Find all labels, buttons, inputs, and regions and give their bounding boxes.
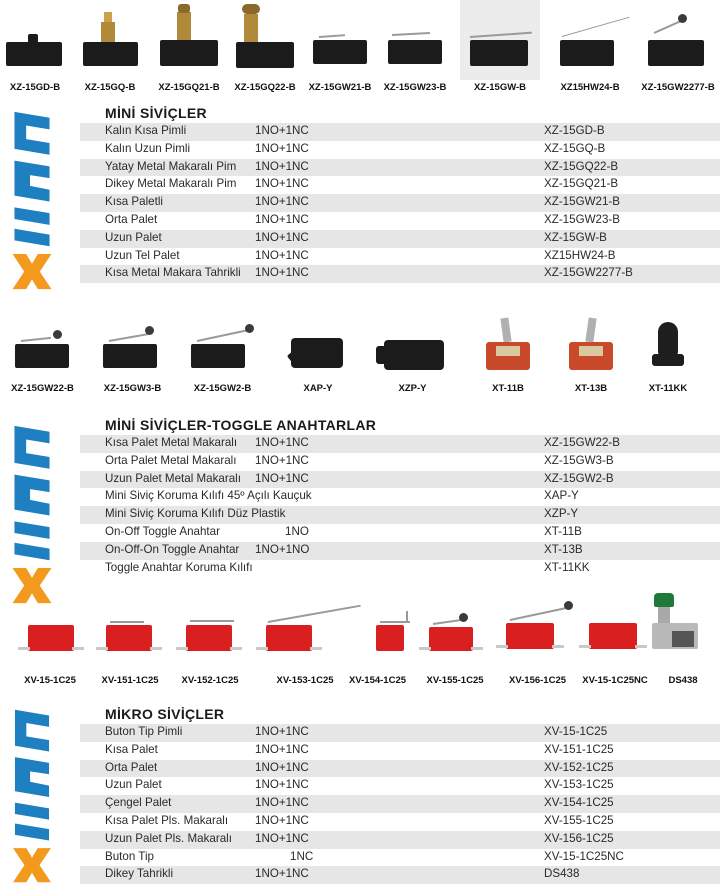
product-name: Uzun Tel Palet xyxy=(105,248,180,262)
contact-type: 1NO+1NC xyxy=(255,124,309,137)
product-code: XV-15-1C25 xyxy=(544,725,608,738)
product-xz-15gw2277-b xyxy=(638,0,718,100)
product-label: XZ-15GW21-B xyxy=(308,82,372,93)
product-label: XAP-Y xyxy=(303,383,333,394)
table-row xyxy=(80,123,720,141)
product-xt-11kk xyxy=(638,300,698,400)
product-code: XZ-15GW2277-B xyxy=(544,266,633,280)
section-title: MİKRO SİVİÇLER xyxy=(105,706,225,722)
product-name: Yatay Metal Makaralı Pim xyxy=(105,159,237,173)
contact-type: 1NO+1NC xyxy=(255,760,309,774)
product-xz-15gw21-b xyxy=(305,0,375,100)
contact-type: 1NO+1NC xyxy=(255,831,309,845)
table-row xyxy=(80,212,720,230)
product-code: XZ-15GW-B xyxy=(544,230,607,244)
product-code: XZ-15GQ21-B xyxy=(544,177,619,191)
product-xv-151-1c25 xyxy=(90,585,170,690)
product-code: XZ-15GD-B xyxy=(544,124,605,137)
contact-type: 1NO+1NC xyxy=(255,867,309,881)
table-row xyxy=(80,849,720,867)
contact-type: 1NO+1NC xyxy=(255,725,309,738)
contact-type: 1NO+1NC xyxy=(255,195,309,209)
contact-type: 1NO+1NC xyxy=(255,141,309,155)
product-xz-15gd-b xyxy=(0,0,70,100)
product-xv-15-1c25nc xyxy=(575,585,655,690)
product-name: Orta Palet xyxy=(105,760,158,774)
contact-type: 1NO+1NC xyxy=(255,813,309,827)
product-code: XV-156-1C25 xyxy=(544,831,614,845)
product-xt-11b xyxy=(478,300,538,400)
table-row xyxy=(80,524,720,542)
table-row xyxy=(80,866,720,884)
product-label: XV-15-1C25NC xyxy=(582,675,648,686)
product-code: XV-154-1C25 xyxy=(544,796,614,810)
table-row xyxy=(80,453,720,471)
product-label: XV-154-1C25 xyxy=(348,675,407,686)
table-row xyxy=(80,760,720,778)
product-label: XV-152-1C25 xyxy=(181,675,239,686)
product-code: XT-11KK xyxy=(544,560,590,574)
table-row xyxy=(80,795,720,813)
contact-type: 1NO xyxy=(285,524,309,538)
product-code: XZ-15GW2-B xyxy=(544,471,614,485)
product-code: XV-155-1C25 xyxy=(544,813,614,827)
product-label: XZP-Y xyxy=(398,383,427,394)
table-row xyxy=(80,194,720,212)
product-label: XT-11B xyxy=(492,383,524,394)
section-title: MİNİ SİVİÇLER xyxy=(105,105,207,121)
product-label: XZ-15GW23-B xyxy=(383,82,447,93)
product-xv-156-1c25 xyxy=(490,585,585,690)
section-mini-switches-toggle xyxy=(0,410,725,610)
product-xz-15gw22-b xyxy=(5,300,80,400)
product-name: Dikey Tahrikli xyxy=(105,867,174,881)
table-row xyxy=(80,141,720,159)
mid-product-strip xyxy=(0,300,725,400)
table-row xyxy=(80,265,720,283)
contact-type: 1NO+1NC xyxy=(255,159,309,173)
contact-type: 1NO+1NO xyxy=(255,542,310,556)
product-code: XV-152-1C25 xyxy=(544,760,614,774)
contact-type: 1NO+1NC xyxy=(255,796,309,810)
product-label: XZ-15GQ22-B xyxy=(234,82,296,93)
product-code: XT-13B xyxy=(544,542,583,556)
product-name: Çengel Palet xyxy=(105,796,172,810)
product-label: XZ-15GQ21-B xyxy=(158,82,220,93)
table-row xyxy=(80,506,720,524)
product-name: Buton Tip Pimli xyxy=(105,725,183,738)
product-label: XV-156-1C25 xyxy=(508,675,567,686)
product-name: On-Off Toggle Anahtar xyxy=(105,524,220,538)
product-code: DS438 xyxy=(544,867,580,881)
product-code: XT-11B xyxy=(544,524,582,538)
product-xv-152-1c25 xyxy=(170,585,250,690)
product-name: On-Off-On Toggle Anahtar xyxy=(105,542,240,556)
product-label: XV-153-1C25 xyxy=(276,675,334,686)
table-row xyxy=(80,471,720,489)
product-xt-13b xyxy=(561,300,621,400)
table-row xyxy=(80,813,720,831)
product-table xyxy=(80,435,720,577)
product-xz-15gq-b xyxy=(75,0,145,100)
product-table xyxy=(80,724,720,884)
table-row xyxy=(80,176,720,194)
product-xv-155-1c25 xyxy=(415,585,495,690)
contact-type: 1NO+1NC xyxy=(255,230,309,244)
table-row xyxy=(80,777,720,795)
product-name: Buton Tip xyxy=(105,849,154,863)
table-row xyxy=(80,488,720,506)
product-code: XZ-15GW3-B xyxy=(544,453,614,467)
product-name: Kısa Palet xyxy=(105,742,158,756)
product-label: XV-151-1C25 xyxy=(101,675,159,686)
product-xz-15gw3-b xyxy=(95,300,170,400)
table-row xyxy=(80,248,720,266)
product-name: Orta Palet Metal Makaralı xyxy=(105,453,237,467)
product-ds438 xyxy=(648,585,718,690)
product-label: XZ-15GD-B xyxy=(9,82,61,93)
product-name: Uzun Palet Pls. Makaralı xyxy=(105,831,232,845)
product-label: XZ15HW24-B xyxy=(560,82,620,93)
contact-type: 1NO+1NC xyxy=(255,177,309,191)
contact-type: 1NO+1NC xyxy=(255,778,309,792)
product-label: XT-13B xyxy=(574,383,608,394)
product-code: XAP-Y xyxy=(544,489,579,503)
contact-type: 1NO+1NC xyxy=(255,266,309,280)
contact-type: 1NO+1NC xyxy=(255,471,309,485)
product-xv-15-1c25 xyxy=(10,585,90,690)
product-code: XZ-15GQ22-B xyxy=(544,159,619,173)
product-name: Uzun Palet Metal Makaralı xyxy=(105,471,241,485)
product-label: XZ-15GW2277-B xyxy=(641,82,715,93)
product-code: XZP-Y xyxy=(544,507,579,521)
table-row xyxy=(80,831,720,849)
product-label: XZ-15GW3-B xyxy=(103,383,162,394)
kurui-logo xyxy=(6,108,58,293)
kurui-logo xyxy=(6,706,58,886)
section-title: MİNİ SİVİÇLER-TOGGLE ANAHTARLAR xyxy=(105,417,377,433)
product-name: Kısa Paletli xyxy=(105,195,163,209)
product-code: XV-15-1C25NC xyxy=(544,849,624,863)
product-label: XZ-15GW2-B xyxy=(193,383,252,394)
product-xzp-y xyxy=(370,300,455,400)
contact-type: 1NO+1NC xyxy=(255,212,309,226)
top-product-strip xyxy=(0,0,725,100)
contact-type: 1NO+1NC xyxy=(255,453,309,467)
product-code: XZ-15GQ-B xyxy=(544,141,606,155)
product-name: Mini Siviç Koruma Kılıfı 45º Açılı Kauçuk xyxy=(105,489,312,503)
product-label: XZ-15GW-B xyxy=(473,82,527,93)
contact-type: 1NC xyxy=(290,849,314,863)
product-name: Kısa Palet Pls. Makaralı xyxy=(105,813,229,827)
product-code: XZ-15GW22-B xyxy=(544,436,621,449)
product-label: XZ-15GW22-B xyxy=(11,383,74,394)
contact-type: 1NO+1NC xyxy=(255,248,309,262)
table-row xyxy=(80,560,720,578)
product-label: XT-11KK xyxy=(648,383,688,394)
contact-type: 1NO+1NC xyxy=(255,436,309,449)
product-code: XZ-15GW21-B xyxy=(544,195,621,209)
product-xz-15gw2-b xyxy=(185,300,260,400)
table-row xyxy=(80,230,720,248)
product-xz-15gq21-b xyxy=(154,0,224,100)
product-label: DS438 xyxy=(668,675,698,686)
product-name: Kalın Uzun Pimli xyxy=(105,141,191,155)
product-code: XV-151-1C25 xyxy=(544,742,614,756)
product-name: Uzun Palet xyxy=(105,778,162,792)
product-table xyxy=(80,123,720,283)
product-code: XZ-15GW23-B xyxy=(544,212,621,226)
bottom-product-strip xyxy=(0,585,725,690)
kurui-logo xyxy=(6,422,58,607)
product-name: Dikey Metal Makaralı Pim xyxy=(105,177,237,191)
product-xz-15gq22-b xyxy=(230,0,300,100)
section-micro-switches xyxy=(0,700,725,888)
product-label: XV-155-1C25 xyxy=(426,675,484,686)
product-name: Toggle Anahtar Koruma Kılıfı xyxy=(105,560,253,574)
product-name: Orta Palet xyxy=(105,212,158,226)
product-name: Kısa Palet Metal Makaralı xyxy=(105,436,238,449)
product-xap-y xyxy=(283,300,353,400)
product-xv-154-1c25 xyxy=(340,585,415,690)
product-code: XZ15HW24-B xyxy=(544,248,616,262)
table-row xyxy=(80,742,720,760)
product-label: XV-15-1C25 xyxy=(24,675,76,686)
product-code: XV-153-1C25 xyxy=(544,778,614,792)
product-xz15hw24-b xyxy=(550,0,630,100)
product-name: Uzun Palet xyxy=(105,230,162,244)
product-name: Mini Siviç Koruma Kılıfı Düz Plastik xyxy=(105,507,286,521)
table-row xyxy=(80,724,720,742)
product-name: Kalın Kısa Pimli xyxy=(105,124,187,137)
product-name: Kısa Metal Makara Tahrikli xyxy=(105,266,241,280)
product-xz-15gw23-b xyxy=(380,0,450,100)
table-row xyxy=(80,542,720,560)
product-xz-15gw-b xyxy=(460,0,540,100)
contact-type: 1NO+1NC xyxy=(255,742,309,756)
product-label: XZ-15GQ-B xyxy=(84,82,136,93)
table-row xyxy=(80,435,720,453)
table-row xyxy=(80,159,720,177)
section-mini-switches xyxy=(0,100,725,300)
